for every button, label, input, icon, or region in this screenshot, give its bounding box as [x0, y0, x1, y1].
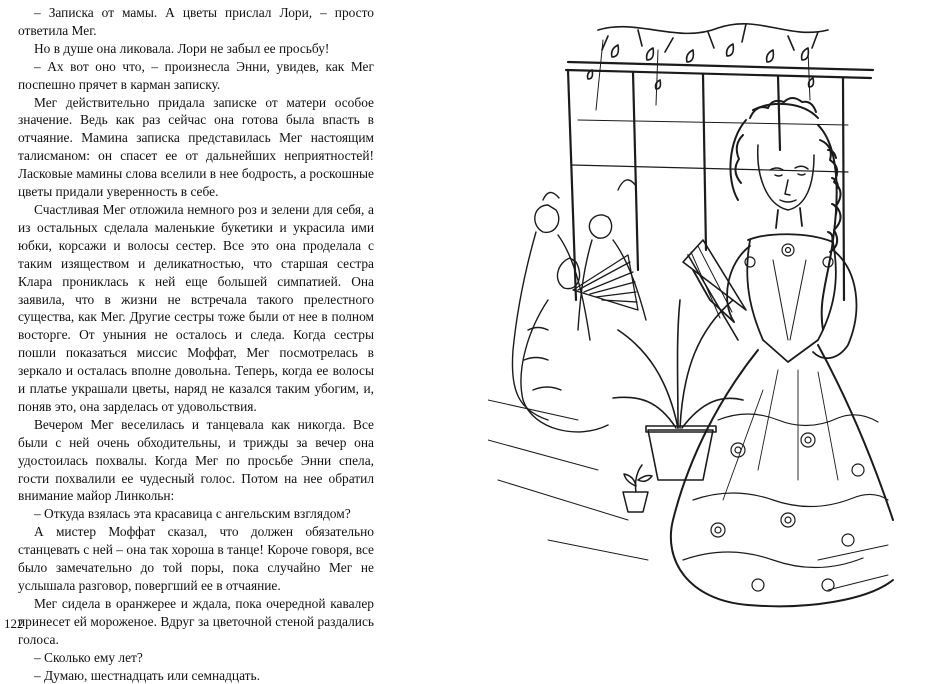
paragraph-2: Но в душе она ликовала. Лори не забыл ее просьбу!	[34, 40, 330, 56]
paragraph-10: – Сколько ему лет?	[34, 649, 143, 665]
floor-lines	[488, 400, 888, 590]
paragraph-11: – Думаю, шестнадцать или семнадцать.	[34, 667, 260, 683]
main-girl-face	[758, 145, 814, 210]
paragraph-5: Счастливая Мег отложила немного роз и зелени для себя, а из остальных сделала маленькие букетики и украсила ими юбки, корсажи и волосы сестер. Все это она проделала с таким изяществом и деликатностью, что старшая сестра Клара прониклась к ней еще большей симпатией. Она заявила, что в жизни не встречала такого прелестного существа, как Мег. Другие сестры тоже были от нее в полном восторге. От уныния не осталось и следа. Когда сестры пошли показаться миссис Моффат, Мег посмотрелась в зеркало и осталась вполне довольна. Теперь, когда ее волосы и платье украшали цветы, наряд не казался таким убогим, и, поняв это, она зарделась от удовольствия.	[18, 201, 374, 414]
page-number: 122	[4, 616, 24, 631]
small-flower-pot	[623, 465, 652, 512]
main-girl-hair	[730, 98, 840, 330]
right-page	[470, 0, 931, 644]
text-column	[18, 4, 374, 684]
paragraph-7: – Откуда взялась эта красавица с ангельским взглядом?	[34, 506, 351, 522]
paragraph-3: – Ах вот оно что, – произнесла Энни, увидев, как Мег поспешно прячет в карман записку.	[18, 58, 374, 92]
paragraph-9: Мег сидела в оранжерее и ждала, пока очередной кавалер принесет ей мороженое. Вдруг за цветочной стеной раздались голоса.	[18, 595, 374, 647]
main-girl-body	[693, 208, 856, 362]
window-frame	[566, 62, 873, 300]
paragraph-6: Вечером Мег веселилась и танцевала как никогда. Все были с ней очень обходительны, и трижды за вечер она удостоилась похвалы. Когда Мег по просьбе Энни спела, гости похвалили ее чудесный голос. Потом на нее обратил внимание майор Линкольн:	[18, 416, 374, 504]
paragraph-4: Мег действительно придала записке от матери особое значение. Ведь как раз сейчас она готова была впасть в отчаяние. Мамина записка представилась Мег настоящим талисманом: он спасет ее от дальнейших неприятностей! Ласковые мамины слова вселили в нее бодрость, а роскошные цветы придали уверенность в себе.	[18, 94, 374, 200]
paragraph-8: А мистер Моффат сказал, что должен обязательно станцевать с ней – она так хороша в танце! Короче говоря, все было замечательно до той поры, пока случайно Мег не услышала разговор, повергший ее в отчаяние.	[18, 524, 374, 593]
ink-drawing-girl-in-ball-gown-icon	[488, 0, 898, 610]
potted-plant	[613, 300, 743, 480]
closed-parasol	[683, 240, 746, 340]
paragraph-1: – Записка от мамы. А цветы прислал Лори, – просто ответила Мег.	[18, 5, 374, 38]
